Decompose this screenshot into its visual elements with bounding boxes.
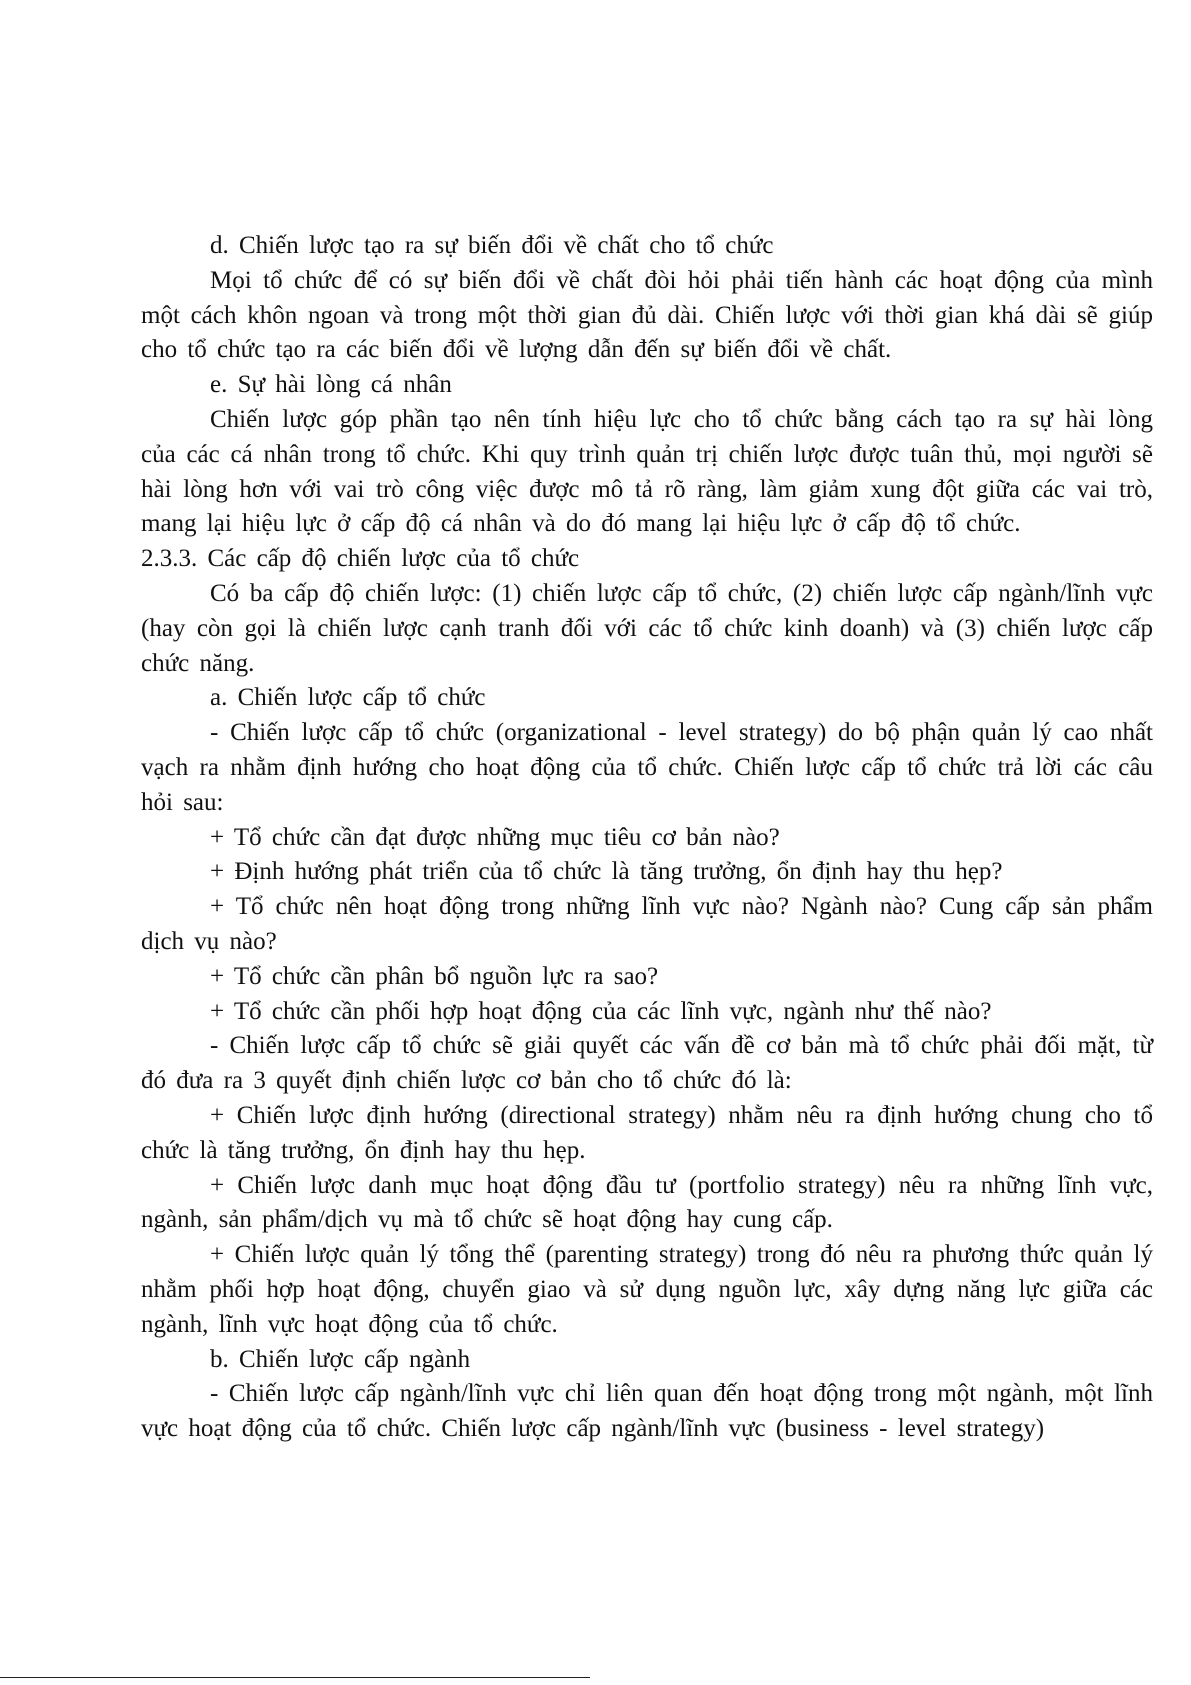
section-heading-2-3-3: 2.3.3. Các cấp độ chiến lược của tổ chức: [141, 545, 580, 573]
question-item: + Tổ chức cần đạt được những mục tiêu cơ bản nào?: [210, 823, 780, 851]
question-item: + Định hướng phát triển của tổ chức là tăng trưởng, ổn định hay thu hẹp?: [210, 858, 1003, 886]
heading-e: e. Sự hài lòng cá nhân: [210, 371, 452, 399]
question-item: + Tổ chức cần phối hợp hoạt động của các lĩnh vực, ngành như thế nào?: [210, 997, 992, 1025]
question-item: + Tổ chức cần phân bổ nguồn lực ra sao?: [210, 962, 659, 990]
strategy-item: + Chiến lược quản lý tổng thể (parenting strategy) trong đó nêu ra phương thức quản lý nhằm phối hợp hoạt động, chuyển giao và sử dụng nguồn lực, xây dựng năng lực giữa các ngành, lĩnh vực hoạt động của tổ chức.: [141, 1241, 1153, 1338]
paragraph-a-decisions: - Chiến lược cấp tổ chức sẽ giải quyết các vấn đề cơ bản mà tổ chức phải đối mặt, từ đó đưa ra 3 quyết định chiến lược cơ bản cho tổ chức đó là:: [141, 1032, 1153, 1095]
paragraph-e: Chiến lược góp phần tạo nên tính hiệu lực cho tổ chức bằng cách tạo ra sự hài lòng của các cá nhân trong tổ chức. Khi quy trình quản trị chiến lược được tuân thủ, mọi người sẽ hài lòng hơn với vai trò công việc được mô tả rõ ràng, làm giảm xung đột giữa các vai trò, mang lại hiệu lực ở cấp độ cá nhân và do đó mang lại hiệu lực ở cấp độ tổ chức.: [141, 405, 1153, 538]
strategy-item: + Chiến lược định hướng (directional strategy) nhằm nêu ra định hướng chung cho tổ chức là tăng trưởng, ổn định hay thu hẹp.: [141, 1101, 1153, 1164]
paragraph-b-intro: - Chiến lược cấp ngành/lĩnh vực chỉ liên quan đến hoạt động trong một ngành, một lĩnh vực hoạt động của tổ chức. Chiến lược cấp ngành/lĩnh vực (business - level strategy): [141, 1380, 1153, 1443]
paragraph-2-3-3: Có ba cấp độ chiến lược: (1) chiến lược cấp tổ chức, (2) chiến lược cấp ngành/lĩnh vực (hay còn gọi là chiến lược cạnh tranh đối với các tổ chức kinh doanh) và (3) chiến lược cấp chức năng.: [141, 579, 1153, 677]
heading-a: a. Chiến lược cấp tổ chức: [210, 684, 486, 712]
strategy-item: + Chiến lược danh mục hoạt động đầu tư (portfolio strategy) nêu ra những lĩnh vực, ngành, sản phẩm/dịch vụ mà tổ chức sẽ hoạt động hay cung cấp.: [141, 1171, 1153, 1234]
heading-d: d. Chiến lược tạo ra sự biến đổi về chất cho tổ chức: [210, 232, 774, 259]
question-item: + Tổ chức nên hoạt động trong những lĩnh vực nào? Ngành nào? Cung cấp sản phẩm dịch vụ nào?: [141, 893, 1153, 955]
heading-b: b. Chiến lược cấp ngành: [210, 1345, 471, 1373]
footer-divider: [0, 1677, 590, 1678]
paragraph-d: Mọi tổ chức để có sự biến đổi về chất đòi hỏi phải tiến hành các hoạt động của mình một cách khôn ngoan và trong một thời gian đủ dài. Chiến lược với thời gian khá dài sẽ giúp cho tổ chức tạo ra các biến đổi về lượng dẫn đến sự biến đổi về chất.: [141, 266, 1153, 364]
paragraph-a-intro: - Chiến lược cấp tổ chức (organizational - level strategy) do bộ phận quản lý cao nhất vạch ra nhằm định hướng cho hoạt động của tổ chức. Chiến lược cấp tổ chức trả lời các câu hỏi sau:: [141, 719, 1153, 816]
document-page: [141, 229, 1153, 1447]
